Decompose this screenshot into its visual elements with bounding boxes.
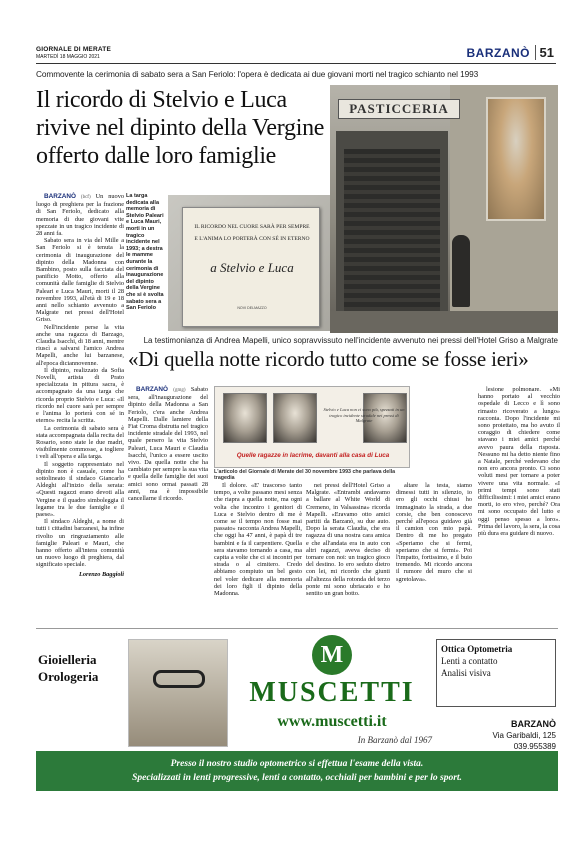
photo-door	[344, 149, 440, 333]
advertisement	[36, 628, 558, 812]
photo-person	[452, 235, 470, 307]
clipping-caption: L'articolo del Giornale di Merate del 30 novembre 1993 che parlava della tragedia	[214, 469, 396, 481]
portrait-1	[223, 393, 267, 443]
plaque-small-text: NOVI DELMAZZO	[237, 306, 267, 310]
second-column-5: lesione polmonare. «Mi hanno portato al vecchio ospedale di Lecco e lì sono rimasto ricoverato a lungo» racconta. Dopo l'incidente mi sono proiettato, ma ho avuto il coraggio di chiedere come stavano i miei amici perché avevo paura della risposta. Nessuno mi ha detto niente fino a Natale, perché vedevano che non ero ancora pronto. Ci sono voluti mesi per tornare a poter vivere una vita normale. «I primi tempi sono stati difficilissimi: i miei amici erano morti, io ero vivo, perché? Ora mi sono occupato del lutto e oggi penso spesso a loro». Prima del lavoro, la sera, la cosa più dura era guidare di nuovo.	[478, 386, 560, 538]
madonna-painting	[486, 97, 546, 221]
second-headline: «Di quella notte ricordo tutto come se fosse ieri»	[128, 347, 529, 371]
article-paragraph: La cerimonia di sabato sera è stata accompagnata dalla recita del Rosario, sono state le due madri, visibilmente commosse, a togliere i veli all'opera e alla targa.	[36, 424, 124, 461]
article-paragraph: Il soggetto rappresentato nel dipinto non è casuale, come ha sottolineato il sindaco Giancarlo Aldeghi all'inizio della serata: «Questi ragazzi erano devoti alla Vergine e il quadro simboleggia il legame tra le due famiglie e il paese».	[36, 460, 124, 518]
ad-brand-block	[232, 635, 432, 749]
second-column-2: Il dolore. «E' trascorso tanto tempo, a volte passano mesi senza che riapra a quella notte, ma ogni volta che incontro i genitori di Luca e Stelvio dentro di me è come se il tempo non fosse mai passato» racconta Andrea Mapelli, che oggi ha 47 anni, è papà di tre bambini e fa il carpentiere. Quella sera stavamo tornando a casa, ma capita a volte che ci si incontri per strada o al cimitero. Credo abbiamo compiuto un bel gesto nel voler dedicare alla memoria dei loro figli il dipinto della Madonna.	[214, 482, 302, 598]
ad-street: Via Garibaldi, 125	[492, 731, 556, 740]
article-body	[36, 193, 124, 578]
second-column-3: nei pressi dell'Hotel Griso a Malgrate. «Entrambi andavamo a ballare al White World di Cremeno, in Valsassina» ricorda Mapelli. «Eravamo otto amici partiti da Barzanò, su due auto. Dopo la serata Claudia, che era ragazza di una nostra cara amica e che all'andata era in auto con altri ragazzi, aveva deciso di tornare con noi: un tragico gioco del destino. Io ero seduto dietro con lei, mi ricordo che giunti all'altezza della rotonda del terzo ponte mi sono ubriacato e ho sentito un gran botto.	[306, 482, 390, 598]
newspaper-name: GIORNALE DI MERATE	[36, 46, 111, 53]
page-number: 51	[535, 45, 554, 60]
glasses-icon	[153, 670, 205, 688]
plaque-photo	[168, 195, 330, 331]
author-initials: (bcf)	[80, 195, 91, 200]
plaque-names: a Stelvio e Luca	[210, 260, 294, 275]
service-contacts: Lenti a contatto	[441, 656, 498, 666]
ad-services-box	[436, 639, 556, 707]
plaque-text-1: IL RICORDO NEL CUORE SARÀ PER SEMPRE	[194, 224, 310, 230]
ad-banner-line-1: Presso il nostro studio optometrico si effettua l'esame della vista.	[170, 759, 424, 769]
clipping-text: Stelvio e Luca non ci sono più, spezzati in un tragico incidente stradale nei pressi di Malgrate	[323, 407, 405, 424]
brand-url[interactable]: www.muscetti.it	[277, 713, 387, 730]
brand-logo: M	[312, 635, 352, 675]
section-name: BARZANÒ	[466, 46, 530, 60]
ceremony-photo	[330, 85, 558, 333]
page-header	[36, 44, 556, 64]
issue-date: MARTEDÌ 18 MAGGIO 2021	[36, 54, 100, 60]
ad-banner	[36, 751, 558, 791]
second-column-4: altare la testa, siamo dimessi tutti in silenzio, io ero gli occhi chiusi ho immaginato la strada, a due corsie, che ben conoscevo perché all'epoca guidavo già il camion con mio papà. Dentro di me ho pregato «Speriamo che si fermi, speriamo che si fermi». Poi l'impatto, fortissimo, e il buio tremendo. Mi ricordo ancora il rumore del muro che si sgretolava».	[396, 482, 472, 583]
photo-ground	[330, 311, 558, 333]
brand-name: MUSCETTI	[249, 677, 415, 708]
ad-phone: 039.955389	[513, 742, 556, 751]
article-paragraph: Il dipinto, realizzato da Sofia Novelli, artista di Prato specializzata in pittura sacra, è accompagnato da una targa che ricorda proprio Stelvio e Luca: «Il ricordo nel cuore sarà per sempre e l'anima lo porterà con sé in eterno» recita la scritta.	[36, 366, 124, 425]
memorial-plaque	[182, 207, 320, 327]
ad-glasses-image	[128, 639, 228, 747]
service-optics: Ottica Optometria	[441, 644, 513, 654]
service-exam: Analisi visiva	[441, 668, 491, 678]
article-paragraph: Il sindaco Aldeghi, a nome di tutti i cittadini barzanesi, ha infine rivolto un ringraziamento alle famiglie Paleari e Mauri, che hanno offerto all'intera comunità un nuovo luogo di preghiera, dal significato speciale.	[36, 518, 124, 569]
brand-since: In Barzanò dal 1967	[357, 735, 432, 745]
ad-town: BARZANÒ	[511, 719, 556, 729]
author-initials: (gmg)	[173, 388, 186, 393]
article-paragraph: BARZANÒ (bcf) Un nuovo luogo di preghiera per la frazione di San Feriolo, dedicato alla memoria di due giovani vite spezzate in un tragico incidente di 28 anni fa.	[36, 193, 125, 238]
ad-banner-line-2: Specializzati in lenti progressive, lenti a contatto, occhiali per bambini e per lo sport.	[132, 773, 462, 783]
second-subhead: La testimonianza di Andrea Mapelli, unico sopravvissuto nell'incidente avvenuto nei pressi dell'Hotel Griso a Malgrate	[143, 336, 558, 345]
article-paragraph: Sabato sera in via del Mille a San Feriolo si è tenuta la cerimonia di inaugurazione del dipinto della Madonna con Bambino, posto sulla facciata del panificio Motto, offerto alla comunità dalle famiglie di Stelvio Paleari e Luca Mauri, morti il 28 novembre 1993, all'età di 19 e 18 anni nello schianto avvenuto a Malgrate nei pressi dell'Hotel Griso.	[36, 237, 124, 324]
portrait-2	[273, 393, 317, 443]
article-headline: Il ricordo di Stelvio e Luca rivive nel dipinto della Vergine offerto dalle loro famiglie	[36, 87, 325, 169]
article-kicker: Commovente la cerimonia di sabato sera a San Feriolo: l'opera è dedicata ai due giovani morti nel tragico schianto nel 1993	[36, 69, 479, 79]
dateline: BARZANÒ	[44, 193, 76, 200]
ad-jewelry-label: Gioielleria Orologeria	[38, 652, 99, 684]
second-column-1: BARZANÒ (gmg) Sabato sera, all'inaugurazione del dipinto della Madonna a San Feriolo, c'era anche Andrea Mapelli. Dalle lamiere della Fiat Croma distrutta nel tragico incidente stradale del 1993, nel quale persero la vita Stelvio Paleari, Luca Mauri e Claudia Isacchi, l'unico a essere uscito vivo. Da quella notte che ha cambiato per sempre la sua vita e quella delle famiglie dei suoi amici sono ormai passati 28 anni, ma è impossibile cancellarne il ricordo.	[128, 386, 209, 503]
author-signature: Lorenzo Baggioli	[79, 570, 124, 578]
archive-clipping	[214, 386, 410, 468]
shop-sign: PASTICCERIA	[338, 99, 460, 119]
plaque-text-2: E L'ANIMA LO PORTERÀ CON SÉ IN ETERNO	[194, 236, 310, 242]
dateline: BARZANÒ	[136, 386, 168, 393]
article-paragraph: Nell'incidente perse la vita anche una ragazza di Barzago, Claudia Isacchi, di 18 anni, mentre riuscì a salvarsi l'amico Andrea Mapelli, anche lui barzanese, all'epoca diciannovenne.	[36, 323, 124, 367]
clipping-headline: Quelle ragazze in lacrime, davanti alla casa di Luca	[236, 452, 390, 459]
photo-caption: La targa dedicata alla memoria di Stelvio Paleari e Luca Mauri, morti in un tragico incidente nel 1993; a destra le mamme durante la cerimonia di inaugurazione del dipinto della Vergine che si è svolta sabato sera a San Feriolo	[126, 193, 164, 312]
